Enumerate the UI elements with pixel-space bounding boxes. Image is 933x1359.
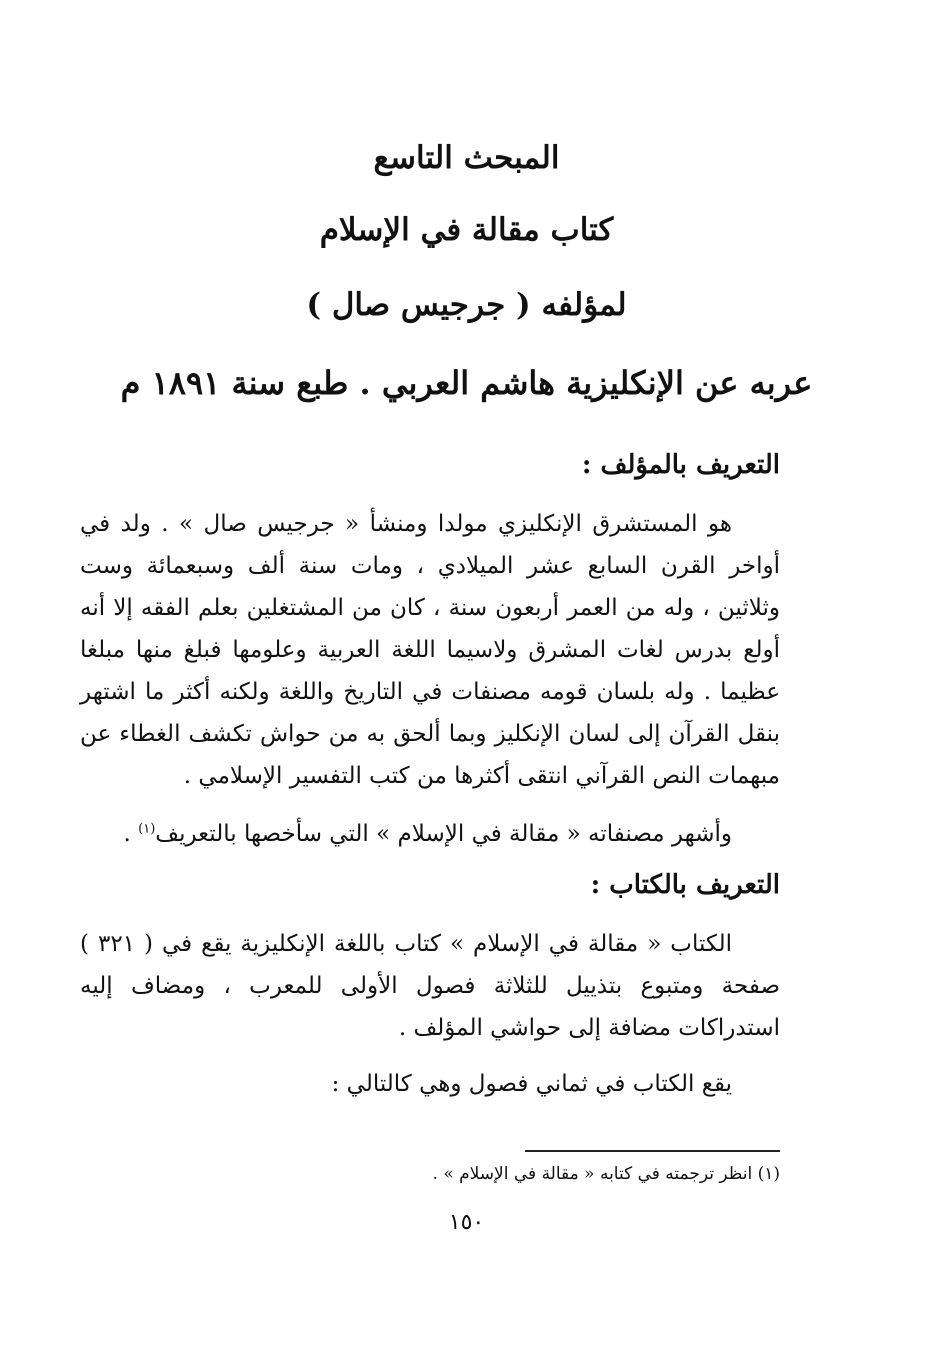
author-paragraph: هو المستشرق الإنكليزي مولدا ومنشأ « جرجيس صال » . ولد في أواخر القرن السابع عشر الميلادي ، ومات سنة ألف وسبعمائة وست وثلاثين ، وله من العمر أربعون سنة ، كان من المشتغلين بعلم الفقه إلا أنه أولع بدرس لغات المشرق ولاسيما اللغة العربية وعلومها فبلغ منها مبلغا عظيما . وله بلسان قومه مصنفات في التاريخ واللغة ولكنه أكثر ما اشتهر بنقل القرآن إلى لسان الإنكليز وبما ألحق به من حواش تكشف الغطاء عن مبهمات النص القرآني انتقى أكثرها من كتب التفسير الإسلامي . [80, 511, 780, 789]
author-section-heading: التعريف بالمؤلف : [581, 450, 780, 480]
famous-works-paragraph [80, 813, 780, 855]
book-paragraph: الكتاب « مقالة في الإسلام » كتاب باللغة الإنكليزية يقع في ( ٣٢١ ) صفحة ومتبوع بتذييل للثلاثة فصول الأولى للمعرب ، ومضاف إليه استدراكات مضافة إلى حواشي المؤلف . [80, 931, 780, 1041]
book-section-heading: التعريف بالكتاب : [590, 870, 780, 900]
author-line: لمؤلفه ( جرجيس صال ) [306, 287, 627, 323]
footnote-text: (١) انظر ترجمته في كتابه « مقالة في الإسلام » . [432, 1164, 780, 1184]
footnote-divider [525, 1150, 780, 1152]
chapter-title: المبحث التاسع [373, 140, 560, 176]
chapters-intro: يقع الكتاب في ثماني فصول وهي كالتالي : [331, 1071, 732, 1097]
famous-works-end: . [123, 821, 139, 847]
page-number: ١٥٠ [448, 1210, 485, 1235]
footnote-reference[interactable]: (١) [138, 821, 156, 837]
book-title: كتاب مقالة في الإسلام [319, 212, 614, 248]
famous-works-text: وأشهر مصنفاته « مقالة في الإسلام » التي سأخصها بالتعريف [155, 821, 732, 847]
translation-line: عربه عن الإنكليزية هاشم العربي . طبع سنة ١٨٩١ م [120, 364, 813, 402]
